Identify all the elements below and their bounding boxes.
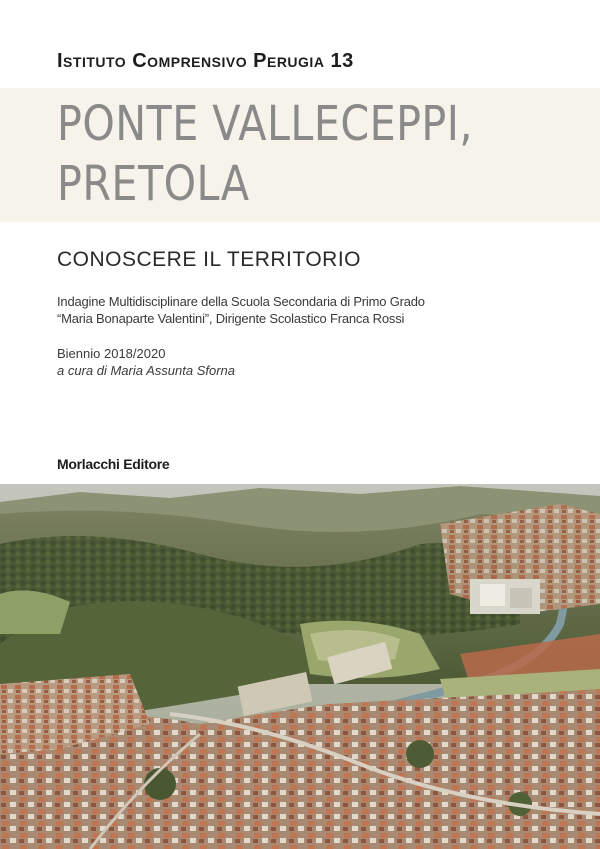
title-line-1: PONTE VALLECEPPI,	[57, 96, 473, 152]
description-line-1: Indagine Multidisciplinare della Scuola Secondaria di Primo Grado	[57, 294, 425, 309]
publisher-name: Morlacchi Editore	[57, 456, 170, 472]
description-line-2: “Maria Bonaparte Valentini”, Dirigente Scolastico Franca Rossi	[57, 311, 405, 326]
curator: a cura di Maria Assunta Sforna	[57, 363, 235, 378]
institute-name: Istituto Comprensivo Perugia 13	[57, 50, 354, 72]
aerial-photo	[0, 484, 600, 849]
aerial-landscape-illustration	[0, 484, 600, 849]
subtitle: CONOSCERE IL TERRITORIO	[57, 248, 361, 271]
title-line-2: PRETOLA	[57, 156, 250, 212]
biennio: Biennio 2018/2020	[57, 346, 166, 361]
